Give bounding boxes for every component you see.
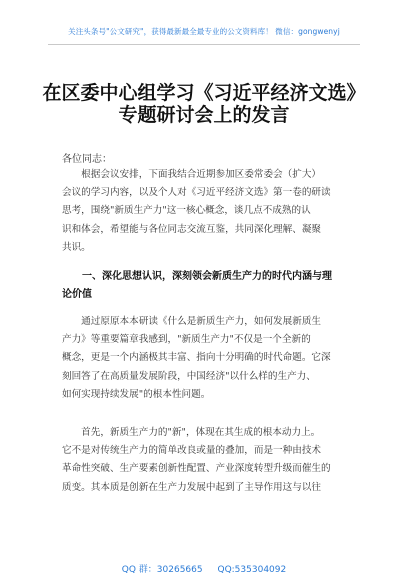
text-line: 根据会议安排，下面我结合近期参加区委常委会（扩大） bbox=[62, 169, 322, 180]
header-divider bbox=[48, 44, 360, 45]
salutation: 各位同志： bbox=[62, 154, 112, 165]
text-line: 革命性突破、生产要素创新性配置、产业深度转型升级而催生的 bbox=[62, 463, 331, 475]
document-title bbox=[40, 82, 368, 126]
text-line: 质变。其本质是创新在生产力发展中起到了主导作用这与以往 bbox=[62, 481, 322, 493]
heading-line: 论价值 bbox=[62, 289, 92, 301]
section-heading-1 bbox=[62, 268, 352, 304]
text-line: 共识。 bbox=[62, 241, 91, 253]
text-line: 刻回答了在高质量发展阶段，中国经济"以什么样的生产力、 bbox=[62, 370, 316, 382]
text-line: 识和体会，希望能与各位同志交流互鉴，共同深化理解、凝聚 bbox=[62, 223, 322, 235]
text-line: 首先，新质生产力的"新"，体现在其生成的根本动力上。 bbox=[62, 427, 321, 438]
text-line: 通过原原本本研读《什么是新质生产力，如何发展新质生 bbox=[62, 316, 322, 327]
text-line: 思考，围绕"新质生产力"这一核心概念，谈几点不成熟的认 bbox=[62, 205, 311, 217]
title-line-1: 在区委中心组学习《习近平经济文选》 bbox=[42, 82, 366, 104]
title-line-2: 专题研讨会上的发言 bbox=[118, 104, 290, 126]
qq-label: QQ:535304092 bbox=[217, 565, 287, 575]
text-line: 它不是对传统生产力的简单改良或量的叠加，而是一种由技术 bbox=[62, 445, 322, 457]
footer-contact bbox=[0, 562, 408, 575]
header-note: 关注头条号"公文研究"，获得最新最全最专业的公文资料库！ 微信：gongwenyj bbox=[68, 27, 340, 36]
text-line: 会议的学习内容，以及个人对《习近平经济文选》第一卷的研读 bbox=[62, 187, 331, 199]
intro-paragraph bbox=[62, 166, 352, 257]
text-line: 如何实现持续发展"的根本性问题。 bbox=[62, 388, 211, 400]
body-paragraph-2 bbox=[62, 313, 352, 404]
qq-group-label: QQ 群：30265665 bbox=[121, 565, 203, 575]
text-line: 产力》等重要篇章我感到，"新质生产力"不仅是一个全新的 bbox=[62, 334, 311, 346]
heading-line: 一、深化思想认识，深刻领会新质生产力的时代内涵与理 bbox=[62, 271, 332, 282]
body-paragraph-3 bbox=[62, 424, 352, 497]
text-line: 概念，更是一个内涵极其丰富、指向十分明确的时代命题。它深 bbox=[62, 352, 331, 364]
